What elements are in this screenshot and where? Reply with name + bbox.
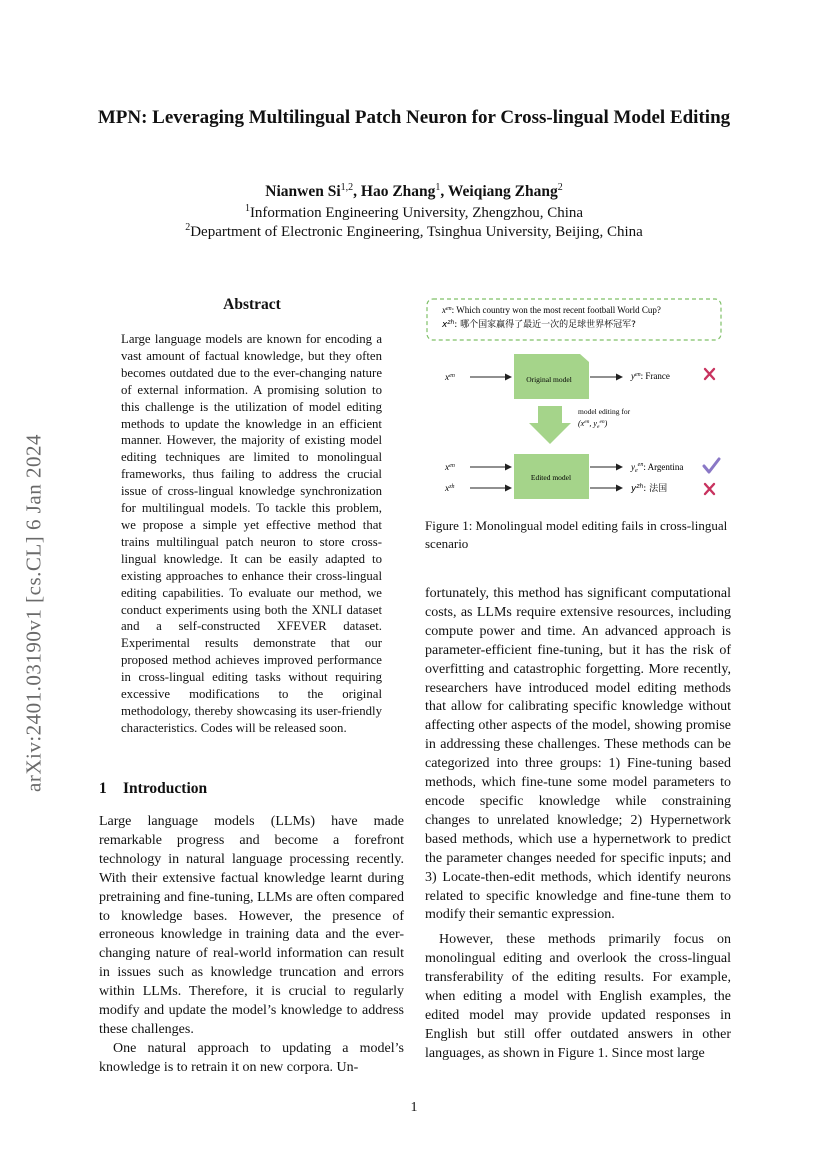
- section-heading: [99, 780, 399, 798]
- affiliation: [90, 222, 738, 241]
- check-icon: [704, 459, 719, 472]
- affiliation-sup: 1: [244, 203, 250, 214]
- output-edited-en: $y_e^{en}$: Argentina: [631, 462, 684, 474]
- query-zh: $x^{zh}$: 哪个国家赢得了最近一次的足球世界杯冠军?: [442, 319, 636, 330]
- section-number: 1: [99, 780, 107, 797]
- edited-input-zh-label: $x^{zh}$: [445, 484, 455, 494]
- section-title: Introduction: [123, 780, 208, 797]
- paragraph: fortunately, this method has significant computational costs, as LLMs require extensive resources, including compute power and time. An advanced approach is parameter-efficient fine-tuning, but it has the risk of overfitting and catastrophic forgetting. More recently, researchers have introduced model editing methods that allow for calibrating specific knowledge without affecting other aspects of the model, showing promise in addressing these challenges. These methods can be categorized into three groups: 1) Fine-tuning based methods, which fine-tune some model parameters to encode specific knowledge while constraining changes to unrelated knowledge; 2) Hypernetwork based methods, which use a hypernetwork to predict the parameter changes needed for specific inputs; and 3) Locate-then-edit methods, which identify neurons related to specific knowledge and fine-tune them to modify their semantic expression.: [425, 586, 731, 923]
- author-list: Nianwen Si$^{1,2}$, Hao Zhang$^1$, Weiqiang Zhang$^2$: [265, 182, 563, 201]
- affiliation-text: Information Engineering University, Zhengzhou, China: [249, 205, 584, 221]
- affiliation: [90, 203, 738, 222]
- page-number: 1: [410, 1100, 418, 1115]
- author-name: Weiqiang Zhang: [447, 183, 558, 201]
- edit-label-line1: model editing for: [578, 407, 631, 416]
- author-name: Hao Zhang: [360, 183, 436, 201]
- author-name: Nianwen Si: [265, 183, 341, 201]
- arxiv-id: arXiv:2401.03190v1 [cs.CL] 6 Jan 2024: [21, 434, 46, 792]
- arxiv-sidebar: [12, 388, 56, 838]
- paragraph: However, these methods primarily focus on monolingual editing and overlook the cross-lingual transferability of the editing results. For example, when editing a model with English examples, the edited model may provide updated responses in English but still offer outdated answers in other languages, as shown in Figure 1. Since most large: [425, 932, 731, 1061]
- affiliation-text: Department of Electronic Engineering, Tsinghua University, Beijing, China: [190, 224, 643, 240]
- author-sup: 1,2: [340, 182, 354, 193]
- intro-right-column: [425, 585, 731, 1064]
- cross-icon: [705, 369, 714, 379]
- query-en: $x^{en}$: Which country won the most recent football World Cup?: [442, 305, 661, 315]
- original-model-label: Original model: [526, 375, 572, 384]
- abstract-heading: Abstract: [223, 296, 281, 313]
- edit-down-arrow: [529, 406, 571, 444]
- paper-title: MPN: Leveraging Multilingual Patch Neuron for Cross-lingual Model Editing: [97, 107, 731, 128]
- edited-model-label: Edited model: [530, 473, 572, 482]
- figure-1: [425, 296, 731, 506]
- author-sup: 1: [435, 182, 441, 193]
- figure-caption: Figure 1: Monolingual model editing fails in cross-lingual scenario: [425, 518, 728, 551]
- author-sup: 2: [557, 182, 563, 193]
- paragraph: One natural approach to updating a model’s knowledge is to retrain it on new corpora. Un-: [99, 1040, 404, 1075]
- input-en-label: $x^{en}$: [445, 373, 455, 383]
- abstract-body: Large language models are known for encoding a vast amount of factual knowledge, but they often becomes outdated due to the ever-changing nature of external information. A promising solution to this challenge is the utilization of model editing methods to update the knowledge in an efficient manner. However, the majority of existing model editing techniques are limited to monolingual frameworks, thus failing to address the crucial issue of cross-lingual knowledge synchronization for multilingual models. To tackle this problem, we propose a simple yet effective method that trains multilingual patch neuron to store cross-lingual knowledge. It can be easily adapted to existing approaches to enhance their cross-lingual editing capabilities. To evaluate our method, we conduct experiments using both the XNLI dataset and a self-constructed XFEVER dataset. Experimental results demonstrate that our proposed method achieves improved performance in cross-lingual editing tasks without requiring excessive modifications to the original methodology, thereby showcasing its user-friendly characteristics. Codes will be released soon.: [121, 332, 382, 735]
- output-original: $y^{en}$: France: [631, 371, 670, 381]
- affiliation-sup: 2: [185, 222, 191, 233]
- edited-input-en-label: $x^{en}$: [445, 463, 455, 473]
- paragraph: Large language models (LLMs) have made remarkable progress and become a forefront technology in natural language processing recently. With their extensive factual knowledge learnt during pretraining and fine-tuning, LLMs are often compared to knowledge bases. However, the presence of erroneous knowledge in training data and the ever-changing nature of real-world information can result in issues such as knowledge truncation and errors within LLMs. Therefore, it is crucial to regularly modify and update the model’s knowledge to address these challenges.: [99, 814, 404, 1037]
- intro-left-column: [99, 813, 404, 1078]
- output-edited-zh: $y^{zh}$: 法国: [631, 483, 668, 494]
- cross-icon: [705, 484, 714, 494]
- edit-label-line2: ($x^{en}$, $y_e^{en}$): [578, 419, 608, 430]
